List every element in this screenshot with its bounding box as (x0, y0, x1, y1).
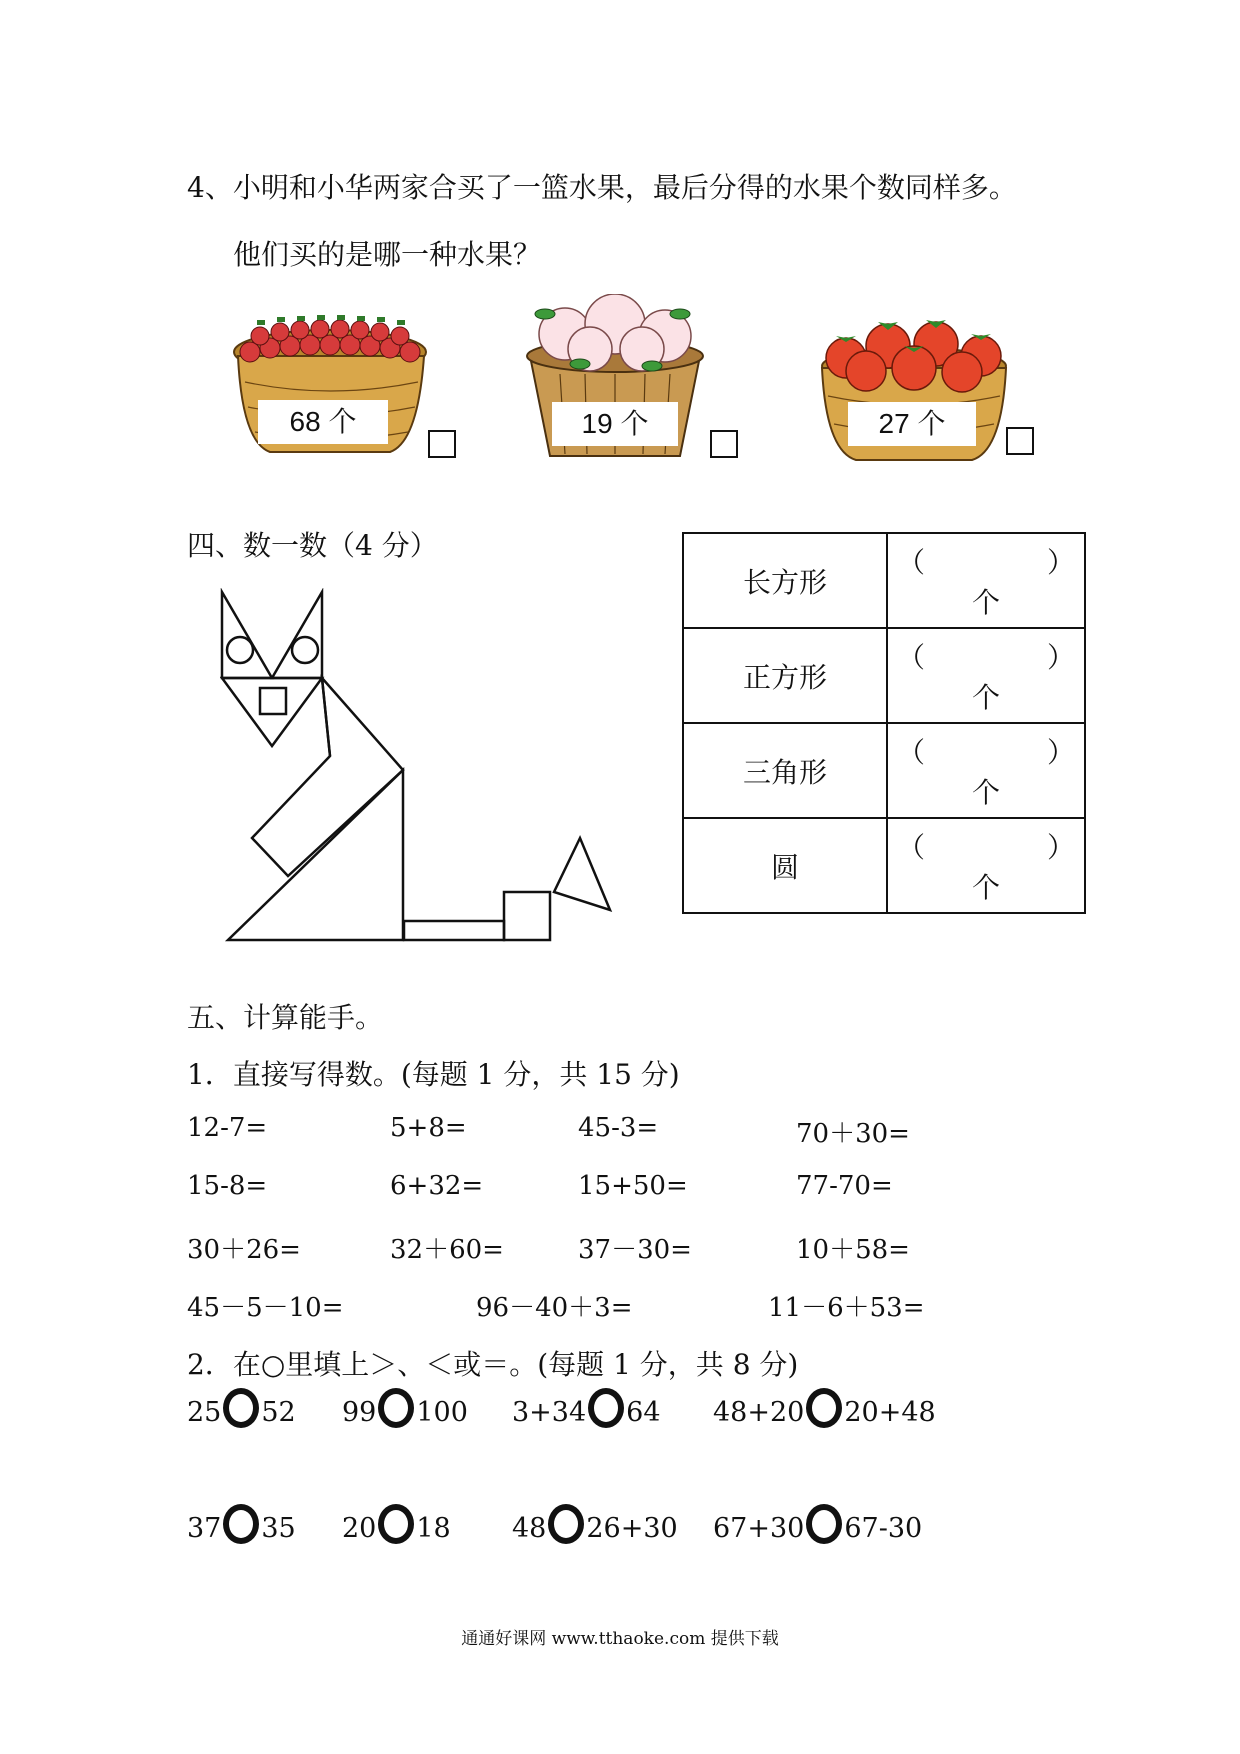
calc-item: 70＋30= (796, 1119, 910, 1149)
answer-circle[interactable] (548, 1504, 584, 1544)
nose-square (260, 688, 286, 714)
answer-circle[interactable] (806, 1504, 842, 1544)
answer-circle[interactable] (223, 1388, 259, 1428)
part-1-title: 1．直接写得数。(每题 1 分，共 15 分) (187, 1058, 680, 1091)
table-row (683, 533, 1085, 628)
compare-item: 99 100 (342, 1392, 468, 1432)
table-row (683, 628, 1085, 723)
calc-item: 32＋60= (390, 1235, 504, 1265)
peach-count-label: 19 个 (552, 402, 678, 446)
compare-item: 25 52 (187, 1392, 296, 1432)
calc-item: 45－5－10= (187, 1293, 344, 1323)
shape-name: 圆 (683, 818, 887, 913)
answer-cell[interactable]: （ ）个 (887, 533, 1085, 628)
section-5-title: 五、计算能手。 (187, 1001, 384, 1034)
calc-item: 10＋58= (796, 1235, 910, 1265)
answer-circle[interactable] (223, 1504, 259, 1544)
strawberry-answer-box[interactable] (428, 430, 456, 458)
table-row (683, 723, 1085, 818)
question-4-line2: 他们买的是哪一种水果？ (233, 238, 542, 271)
body-polygon (252, 678, 403, 876)
calc-item: 77-70= (796, 1171, 893, 1201)
peach-answer-box[interactable] (710, 430, 738, 458)
shape-cat-figure (220, 588, 620, 948)
left-ear-triangle (222, 592, 272, 678)
calc-item: 12-7= (187, 1113, 268, 1143)
left-eye-circle (227, 637, 253, 663)
calc-item: 15+50= (578, 1171, 688, 1201)
right-eye-circle (292, 637, 318, 663)
shape-name: 三角形 (683, 723, 887, 818)
body-triangle (228, 770, 403, 940)
calc-item: 37－30= (578, 1235, 692, 1265)
calc-item: 11－6＋53= (768, 1293, 925, 1323)
tomato-answer-box[interactable] (1006, 427, 1034, 455)
question-4-line1: 4、小明和小华两家合买了一篮水果，最后分得的水果个数同样多。 (187, 171, 1017, 204)
calc-item: 5+8= (390, 1113, 467, 1143)
answer-circle[interactable] (806, 1388, 842, 1428)
table-row (683, 818, 1085, 913)
calc-item: 45-3= (578, 1113, 659, 1143)
answer-cell[interactable]: （ ）个 (887, 723, 1085, 818)
compare-item: 3+34 64 (512, 1392, 661, 1432)
tail-square (504, 892, 550, 940)
strawberry-count-label: 68 个 (258, 400, 388, 444)
shape-count-table (682, 532, 1086, 914)
page-footer: 通通好课网 www.tthaoke.com 提供下载 (461, 1629, 779, 1649)
calc-item: 15-8= (187, 1171, 268, 1201)
compare-item: 37 35 (187, 1508, 296, 1548)
answer-circle[interactable] (588, 1388, 624, 1428)
compare-item: 20 18 (342, 1508, 451, 1548)
tail-rectangle (404, 921, 504, 940)
calc-item: 30＋26= (187, 1235, 301, 1265)
shape-name: 长方形 (683, 533, 887, 628)
part-2-title: 2．在○里填上＞、＜或＝。(每题 1 分，共 8 分) (187, 1348, 799, 1381)
tomato-count-label: 27 个 (848, 402, 976, 446)
answer-cell[interactable]: （ ）个 (887, 818, 1085, 913)
compare-item: 48 26+30 (512, 1508, 678, 1548)
answer-cell[interactable]: （ ）个 (887, 628, 1085, 723)
answer-circle[interactable] (378, 1504, 414, 1544)
section-4-title: 四、数一数（4 分） (187, 529, 438, 562)
compare-item: 48+20 20+48 (713, 1392, 936, 1432)
calc-item: 96－40＋3= (476, 1293, 633, 1323)
right-ear-triangle (272, 592, 322, 678)
shape-name: 正方形 (683, 628, 887, 723)
compare-item: 67+30 67-30 (713, 1508, 922, 1548)
tail-triangle (554, 838, 610, 910)
calc-item: 6+32= (390, 1171, 484, 1201)
answer-circle[interactable] (378, 1388, 414, 1428)
